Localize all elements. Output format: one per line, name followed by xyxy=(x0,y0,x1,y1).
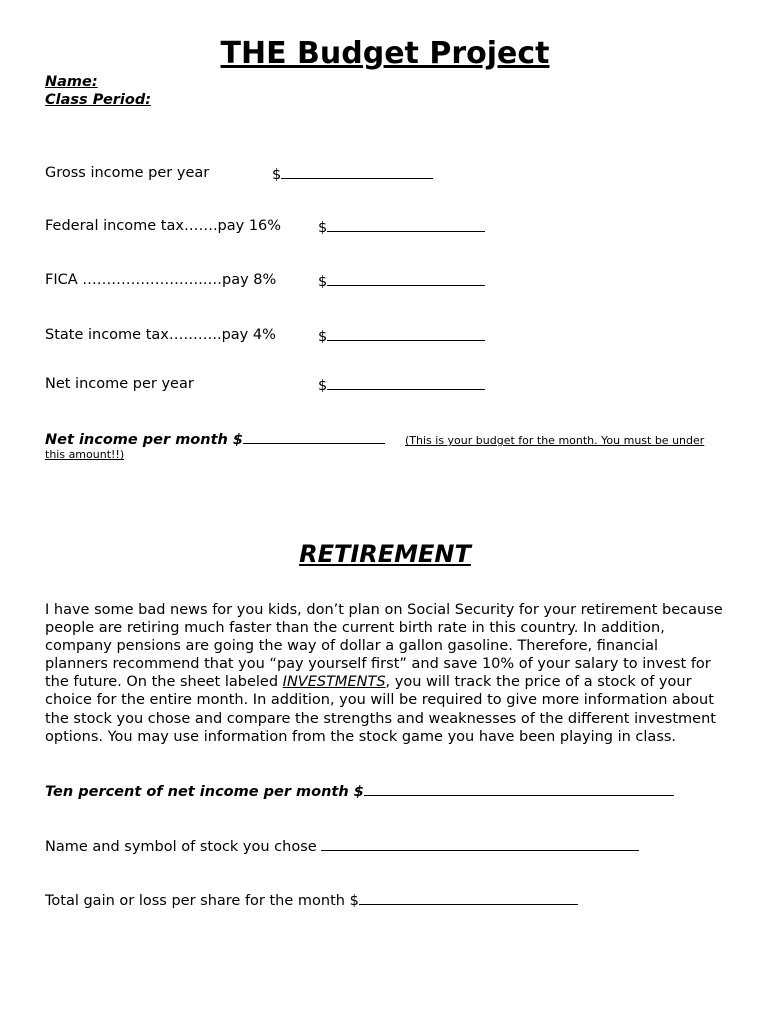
gain-loss-blank[interactable] xyxy=(359,891,578,905)
net-income-month-blank[interactable] xyxy=(243,430,385,444)
ten-percent-blank[interactable] xyxy=(364,782,674,796)
gross-income-field[interactable] xyxy=(272,165,433,183)
paragraph-text-before: I have some bad news for you kids, don’t plan on Social Security for your retirement because people are retiring much faster than the current birth rate in this country. In addition, company pensions are going the way of dollar a gallon gasoline. Therefore, financial planners recommend that you “pay yourself first” and save 10% of your salary to invest for the future. On the sheet labeled xyxy=(45,602,723,691)
currency-symbol: $ xyxy=(318,329,328,345)
fica-blank[interactable] xyxy=(327,272,485,286)
fica-field[interactable] xyxy=(318,272,485,290)
gross-income-blank[interactable] xyxy=(281,165,433,179)
federal-tax-field[interactable] xyxy=(318,218,485,236)
state-tax-field[interactable] xyxy=(318,327,485,345)
currency-symbol: $ xyxy=(318,220,328,236)
stock-field[interactable] xyxy=(45,837,639,855)
retirement-heading: RETIREMENT xyxy=(299,540,471,568)
page-title: THE Budget Project xyxy=(220,36,550,71)
net-income-month-field[interactable] xyxy=(45,430,385,448)
budget-note-line1: (This is your budget for the month. You must be under xyxy=(405,434,705,447)
ten-percent-label: Ten percent of net income per month $ xyxy=(45,784,364,800)
retirement-paragraph xyxy=(45,601,725,746)
gain-loss-field[interactable] xyxy=(45,891,578,909)
paragraph-text-after: , you will track the price of a stock of your choice for the entire month. In addition, you will be required to give more information about the stock you chose and compare the strengths and weaknesses of the different investment options. You may use information from the stock game you have been playing in class. xyxy=(45,674,716,745)
currency-symbol: $ xyxy=(318,274,328,290)
fica-label: FICA ……………………..…pay 8% xyxy=(45,272,277,288)
net-income-month-label: Net income per month $ xyxy=(45,432,243,448)
name-label: Name: xyxy=(45,74,98,90)
federal-tax-blank[interactable] xyxy=(327,218,485,232)
ten-percent-field[interactable] xyxy=(45,782,674,800)
currency-symbol: $ xyxy=(272,167,282,183)
net-income-year-field[interactable] xyxy=(318,376,485,394)
gain-loss-label: Total gain or loss per share for the month $ xyxy=(45,893,359,909)
state-tax-blank[interactable] xyxy=(327,327,485,341)
stock-label: Name and symbol of stock you chose xyxy=(45,839,317,855)
federal-tax-label: Federal income tax…….pay 16% xyxy=(45,218,282,234)
net-income-year-label: Net income per year xyxy=(45,376,194,392)
net-income-year-blank[interactable] xyxy=(327,376,485,390)
stock-blank[interactable] xyxy=(321,837,639,851)
class-period-label: Class Period: xyxy=(45,92,152,108)
investments-reference: INVESTMENTS xyxy=(282,674,386,691)
budget-note-line2: this amount!!) xyxy=(45,448,125,461)
gross-income-label: Gross income per year xyxy=(45,165,210,181)
currency-symbol: $ xyxy=(318,378,328,394)
state-tax-label: State income tax………..pay 4% xyxy=(45,327,276,343)
